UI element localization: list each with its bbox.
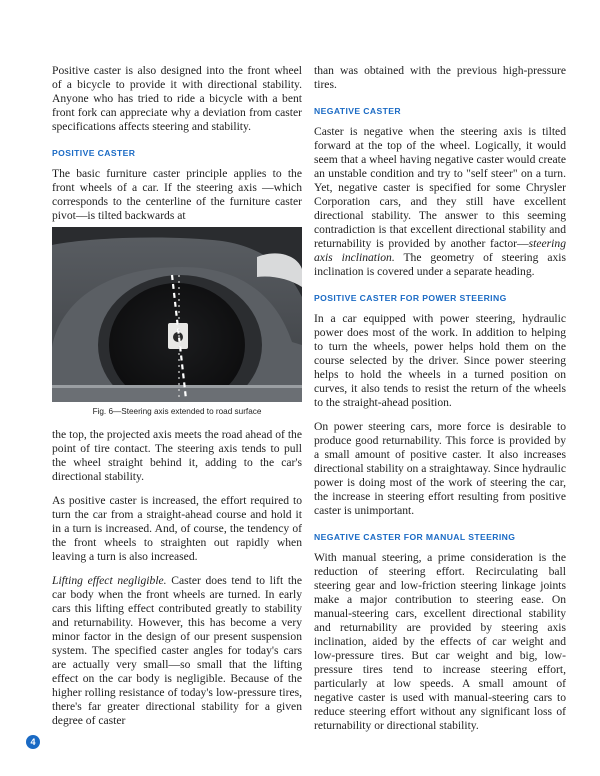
negative-caster-text-end: The geometry of steering axis inclination is covered under a separate heading.	[314, 251, 567, 278]
paragraph-negative-caster	[314, 125, 566, 279]
paragraph-manual-steering: With manual steering, a prime consideration is the reduction of steering effort. Recirculating ball steering gear and low-friction steering linkage joints make a major contribution to steering ease. On manual-steering cars, excellent directional stability and returnability are provided by steering axis inclination, aided by the effects of car weight and low-pressure tires. But car weight and big, low-pressure tires tend to increase steering effort, particularly at low speeds. A small amount of negative caster is used with manual-steering cars to reduce steering effort without any significant loss of returnability or directional stability.	[314, 551, 566, 732]
figure-caption: Fig. 6—Steering axis extended to road surface	[92, 407, 262, 416]
left-column-bottom	[52, 428, 302, 738]
figure-steering-axis-photo	[52, 227, 302, 402]
page-number-badge: 4	[26, 735, 40, 749]
heading-negative-caster: NEGATIVE CASTER	[314, 106, 402, 116]
paragraph-lifting-effect	[52, 574, 302, 728]
lifting-effect-lead: Lifting effect negligible.	[52, 574, 167, 587]
heading-positive-caster: POSITIVE CASTER	[52, 148, 136, 158]
paragraph-furniture-caster: The basic furniture caster principle applies to the front wheels of a car. If the steering axis —which corresponds to the centerline of the furniture caster pivot—is tilted backwards at	[52, 167, 302, 222]
left-column-top	[52, 64, 302, 233]
wheel-photo-illustration	[52, 227, 302, 402]
negative-caster-emphasis: steering axis inclination.	[314, 237, 566, 264]
negative-caster-text: Caster is negative when the steering axis is tilted forward at the top of the wheel. Logically, it would seem that a wheel having negative caster would create an unstable condition and try to "self steer" on a turn. Yet, negative caster is specified for some Chrysler Corporation cars, and they still have excellent directional stability. The answer to this seeming contradiction is that excellent directional stability and returnability is provided by another factor—	[314, 125, 566, 250]
paragraph-projected-axis: the top, the projected axis meets the road ahead of the point of tire contact. The steering axis tends to pull the wheel straight behind it, adding to the car's directional stability.	[52, 428, 302, 483]
paragraph-caster-increased: As positive caster is increased, the effort required to turn the car from a straight-ahead course and hold it in a turn is increased. And, of course, the tendency of the front wheels to straighten out rapidly when leaving a turn is also increased.	[52, 494, 302, 563]
paragraph-high-pressure: than was obtained with the previous high-pressure tires.	[314, 64, 566, 91]
right-column	[314, 64, 566, 743]
lifting-effect-text: Caster does tend to lift the car body when the front wheels are turned. In early cars this lifting effect contributed greatly to stability and returnability. However, this has become a very minor factor in the design of our present suspension system. The specified caster angles for today's cars are actually very small—so small that the lifting effect on the car body is negligible. Because of the higher rolling resistance of today's low-pressure tires, there's far greater directional stability for a given degree of caster	[52, 574, 302, 727]
paragraph-returnability: On power steering cars, more force is desirable to produce good returnability. This force is provided by a small amount of positive caster. It also increases directional stability on a straightaway. Since hydraulic power is doing most of the work of steering the car, the increase in steering effort resulting from positive caster is unimportant.	[314, 420, 566, 517]
heading-manual-steering: NEGATIVE CASTER FOR MANUAL STEERING	[314, 532, 516, 542]
paragraph-bicycle: Positive caster is also designed into the front wheel of a bicycle to provide it with directional stability. Anyone who has tried to ride a bicycle with a bent front fork can appreciate why a deviation from caster specifications affects steering and stability.	[52, 64, 302, 133]
paragraph-power-steering: In a car equipped with power steering, hydraulic power does most of the work. In addition to helping to turn the wheels, power helps hold them on the course selected by the driver. Since power steering helps to hold the wheels in a turned position on curves, it also tends to resist the return of the wheels to the straight-ahead position.	[314, 312, 566, 409]
heading-power-steering: POSITIVE CASTER FOR POWER STEERING	[314, 293, 507, 303]
